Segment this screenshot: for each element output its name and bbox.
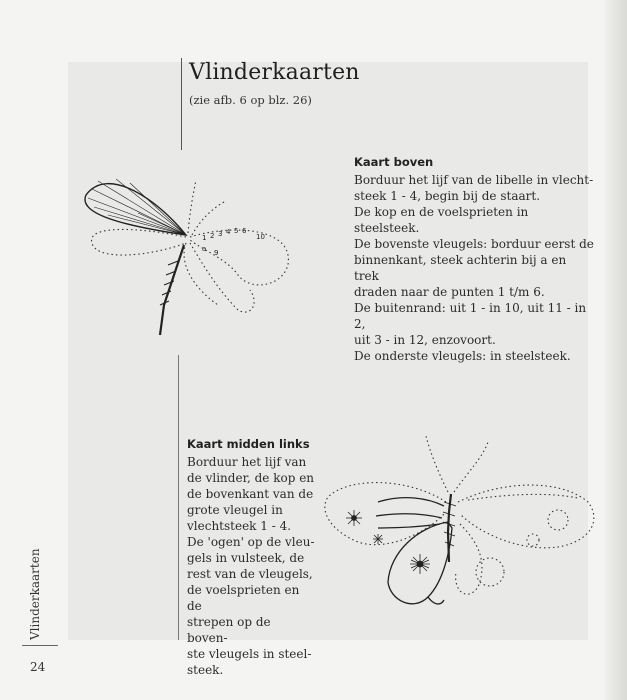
dragonfly-label: 4 [226,228,231,236]
kaart-boven-section [354,154,594,364]
butterfly-eye [346,510,362,526]
dragonfly-label: 3 [218,230,223,238]
dragonfly-label: 9 [214,249,219,257]
dragonfly-label: 10 [256,233,265,241]
text-line: De 'ogen' op de vleu- [187,535,315,549]
page-subtitle: (zie afb. 6 op blz. 26) [189,93,312,107]
footer-rule [22,645,58,646]
text-line: Borduur het lijf van [187,455,307,469]
butterfly-antenna [426,436,448,492]
title-rule [181,58,182,150]
dragonfly-label: 5 [234,227,239,235]
section-rule [178,355,179,640]
page-edge [605,0,627,700]
text-line: De kop en de voelsprieten in steelsteek. [354,205,529,235]
text-line: uit 3 - in 12, enzovoort. [354,333,496,347]
text-line: binnenkant, steek achterin bij a en trek [354,253,567,283]
dragonfly-label: 6 [242,227,247,235]
text-line: De bovenste vleugels: borduur eerst de [354,237,594,251]
page-number: 24 [30,660,46,674]
text-line: vlechtsteek 1 - 4. [187,519,292,533]
butterfly-spot [527,534,539,546]
kaart-midden-links-heading: Kaart midden links [187,437,310,451]
text-line: strepen op de boven- [187,615,271,645]
text-line: draden naar de punten 1 t/m 6. [354,285,545,299]
kaart-midden-links-section [187,436,315,678]
text-line: Borduur het lijf van de libelle in vlecht- [354,173,594,187]
text-line: gels in vulsteek, de [187,551,305,565]
text-line: ste vleugels in steel- [187,647,312,661]
kaart-boven-heading: Kaart boven [354,155,434,169]
dragonfly-label: a [202,245,207,253]
butterfly-left-upper-wing [325,483,446,545]
butterfly-eye [373,534,383,544]
butterfly-right-lower-wing [456,524,482,594]
page-title: Vlinderkaarten [189,60,360,85]
text-line: de vlinder, de kop en [187,471,315,485]
text-line: de voelsprieten en de [187,583,300,613]
text-line: steek. [187,663,224,677]
dragonfly-antenna [188,180,196,233]
text-line: De onderste vleugels: in steelsteek. [354,349,571,363]
side-running-title: Vlinderkaarten [28,548,42,640]
butterfly-illustration [318,432,603,612]
dragonfly-right-lower-wing [190,243,254,312]
butterfly-spot [548,510,568,530]
text-line: de bovenkant van de [187,487,314,501]
text-line: rest van de vleugels, [187,567,313,581]
butterfly-eye [410,554,430,574]
butterfly-right-upper-wing [458,485,594,548]
text-line: steek 1 - 4, begin bij de staart. [354,189,541,203]
text-line: De buitenrand: uit 1 - in 10, uit 11 - in 2, [354,301,587,331]
dragonfly-label: 2 [210,232,215,240]
dragonfly-illustration [78,165,308,345]
text-line: grote vleugel in [187,503,283,517]
dragonfly-label: 1 [202,234,207,242]
butterfly-spot [476,558,504,586]
dragonfly-body [160,245,184,335]
